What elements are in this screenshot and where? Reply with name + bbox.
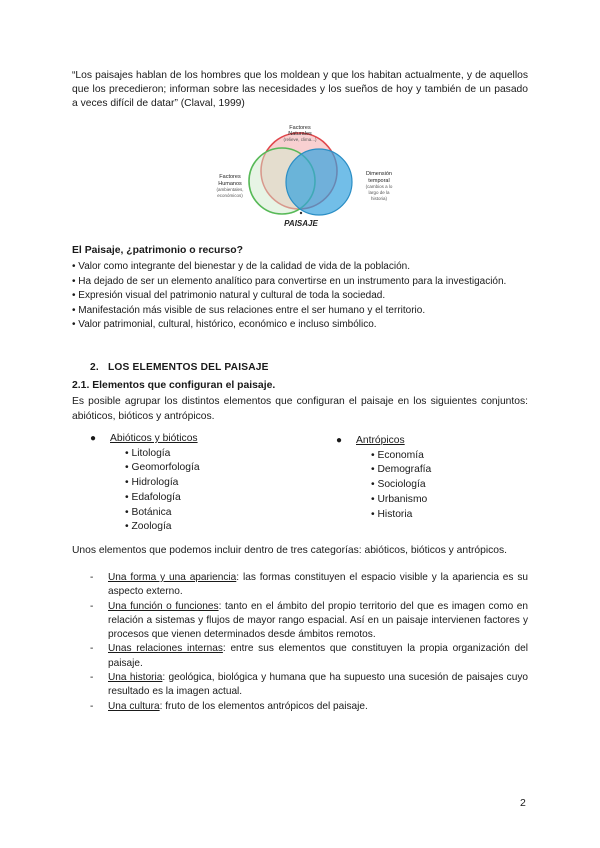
list-abioticos-title: Abióticos y bióticos bbox=[110, 433, 198, 444]
intro-paragraph: Es posible agrupar los distintos elementos que configuran el paisaje en los siguientes conjuntos: abióticos, bióticos y antrópicos. bbox=[72, 396, 528, 422]
patrimonio-bullet-2: • Ha dejado de ser un elemento analítico para convertirse en un instrumento para la investigación. bbox=[72, 275, 507, 287]
list-item: • Historia bbox=[371, 508, 413, 520]
term-relaciones: Unas relaciones internas bbox=[108, 643, 223, 655]
list-antropicos-head bbox=[336, 434, 431, 449]
list-item: - Una cultura: fruto de los elementos antrópicos del paisaje. bbox=[90, 700, 368, 712]
list-abioticos bbox=[90, 432, 200, 535]
venn-label-human-4: económicos) bbox=[217, 193, 243, 198]
venn-label-natural-2: Naturales bbox=[288, 131, 312, 137]
patrimonio-bullets bbox=[72, 260, 528, 333]
term-funcion: Una función o funciones bbox=[108, 600, 219, 612]
term-historia: Una historia bbox=[108, 672, 163, 684]
venn-label-temporal-1: Dimensión bbox=[366, 171, 392, 177]
list-antropicos bbox=[336, 434, 431, 522]
list-item: - Una forma y una apariencia: las formas constituyen el espacio visible y la apariencia es su aspecto externo. bbox=[90, 572, 528, 598]
patrimonio-bullet-1: • Valor como integrante del bienestar y de la calidad de vida de la población. bbox=[72, 261, 410, 272]
list-item: - Unas relaciones internas: entre sus elementos que constituyen la propia organización del paisaje. bbox=[90, 643, 528, 669]
quote-paragraph: “Los paisajes hablan de los hombres que los moldean y que los habitan actualmente, y de aquellos que los precedieron; informan sobre las necesidades y los sueños de hoy y también de un pasado a veces difícil de datar” (Claval, 1999) bbox=[72, 70, 528, 109]
venn-circle-temporal bbox=[286, 149, 352, 215]
bullet-dot: ● bbox=[90, 433, 97, 444]
venn-label-natural-3: (relieve, clima...) bbox=[283, 137, 317, 142]
list-item: • Zoología bbox=[125, 521, 172, 533]
characteristics-list bbox=[90, 571, 528, 714]
list-item: - Una historia: geológica, biológica y humana que ha supuesto una sucesión de paisajes cuyo resultado es la imagen actual. bbox=[90, 672, 528, 698]
bullet-dot: ● bbox=[336, 435, 343, 446]
venn-label-temporal-4: largo de la bbox=[368, 190, 390, 195]
patrimonio-bullet-5: • Valor patrimonial, cultural, histórico, económico e incluso simbólico. bbox=[72, 319, 377, 331]
term-cultura: Una cultura bbox=[108, 700, 160, 712]
patrimonio-bullet-4: • Manifestación más visible de sus relaciones entre el ser humano y el territorio. bbox=[72, 304, 426, 316]
list-item: • Litología bbox=[125, 447, 171, 459]
categories-paragraph: Unos elementos que podemos incluir dentro de tres categorías: abióticos, bióticos y antrópicos. bbox=[72, 545, 507, 556]
list-antropicos-title: Antrópicos bbox=[356, 435, 405, 446]
list-item: • Urbanismo bbox=[371, 493, 428, 505]
venn-label-human-1: Factores bbox=[219, 174, 241, 180]
list-item: • Geomorfología bbox=[125, 462, 200, 474]
list-item: • Botánica bbox=[125, 506, 172, 518]
list-item: • Economía bbox=[371, 449, 424, 461]
venn-label-temporal-5: historia) bbox=[370, 196, 388, 201]
venn-label-temporal-2: temporal bbox=[368, 178, 390, 184]
heading-patrimonio: El Paisaje, ¿patrimonio o recurso? bbox=[72, 245, 243, 256]
venn-center-dot bbox=[300, 212, 302, 214]
patrimonio-bullet-3: • Expresión visual del patrimonio natural y cultural de toda la sociedad. bbox=[72, 290, 386, 302]
venn-label-human-2: Humanos bbox=[218, 181, 242, 187]
venn-diagram bbox=[210, 120, 410, 235]
list-item: - Una función o funciones: tanto en el ámbito del propio territorio del que es imagen como en relación a sistemas y flujos de mayor rango espacial. Así en un paisaje intervienen factores y procesos que vienen determinados desde ámbitos remotos. bbox=[90, 600, 529, 641]
list-abioticos-head bbox=[90, 432, 200, 447]
list-item: • Edafología bbox=[125, 491, 181, 503]
list-item: • Hidrología bbox=[125, 477, 179, 489]
venn-label-natural-1: Factores bbox=[289, 125, 311, 131]
venn-label-temporal-3: (cambios a lo bbox=[365, 184, 393, 189]
section-title: 2. LOS ELEMENTOS DEL PAISAJE bbox=[90, 362, 269, 373]
list-item: • Sociología bbox=[371, 479, 426, 491]
list-item: • Demografía bbox=[371, 464, 432, 476]
subsection-title: 2.1. Elementos que configuran el paisaje. bbox=[72, 380, 276, 391]
venn-label-paisaje: PAISAJE bbox=[284, 219, 318, 228]
page-number: 2 bbox=[520, 797, 526, 809]
venn-label-human-3: (ambientales, bbox=[216, 187, 244, 192]
term-forma: Una forma y una apariencia bbox=[108, 572, 237, 583]
